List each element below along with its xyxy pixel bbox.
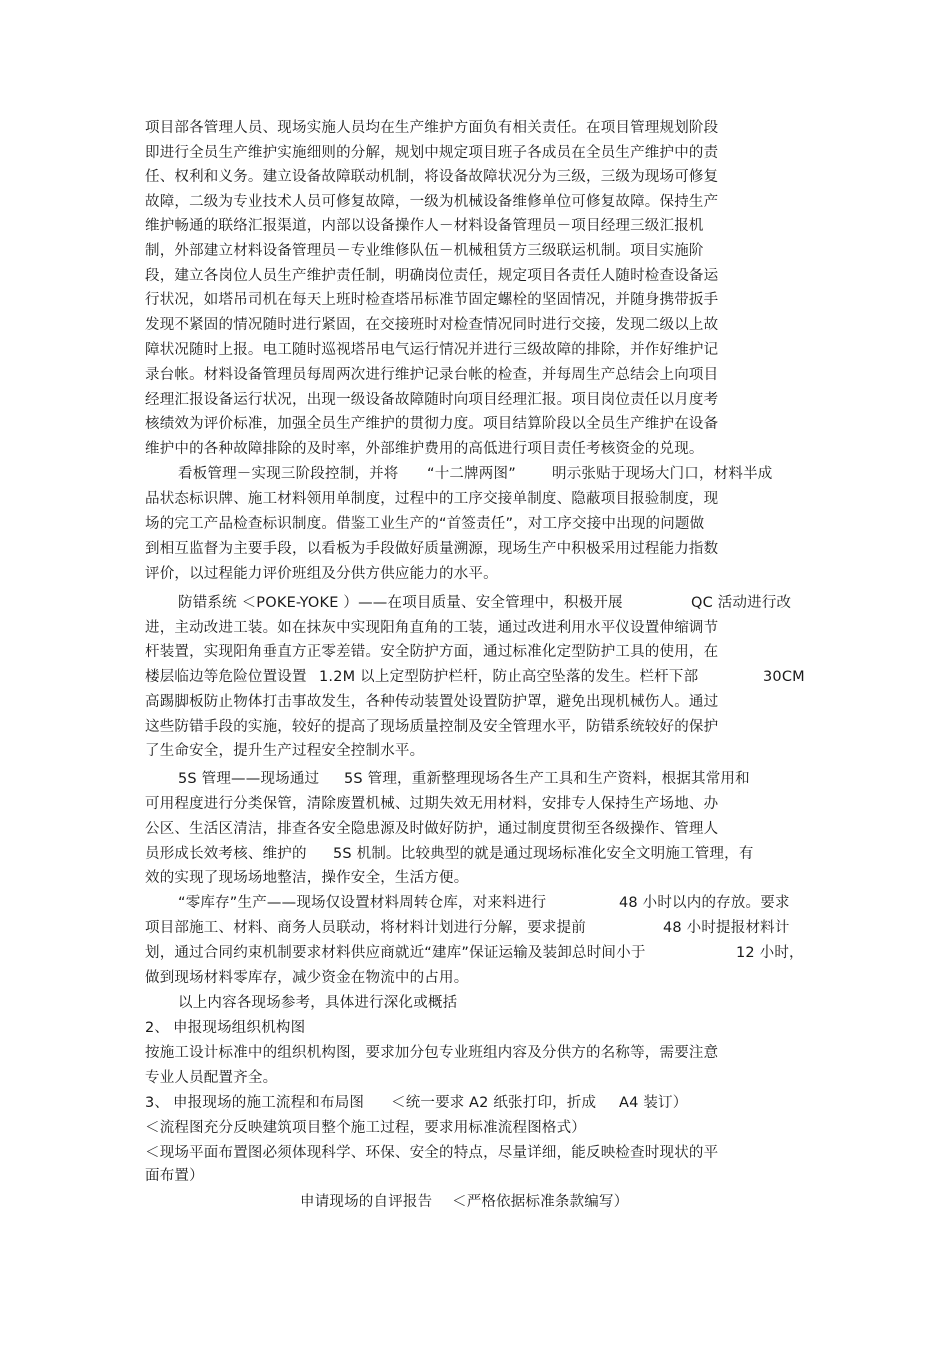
text-line: 即进行全员生产维护实施细则的分解，规划中规定项目班子各成员在全员生产维护中的责	[145, 145, 719, 161]
text-line: 按施工设计标准中的组织机构图，要求加分包专业班组内容及分供方的名称等，需要注意	[145, 1045, 719, 1061]
text-line: 这些防错手段的实施，较好的提高了现场质量控制及安全管理水平，防错系统较好的保护	[145, 719, 719, 735]
text-segment: 明示张贴于现场大门口，材料半成	[552, 466, 773, 482]
text-segment: ＜统一要求	[391, 1095, 465, 1111]
text-segment: “零库存”生产——现场仅设置材料周转仓库，对来料进行	[178, 895, 547, 911]
text-segment: 5S 管理——现场通过	[178, 771, 320, 787]
text-line: 录台帐。材料设备管理员每周两次进行维护记录台帐的检查，并每周生产总结会上向项目	[145, 367, 719, 383]
text-line: 专业人员配置齐全。	[145, 1070, 278, 1086]
text-line: 评价，以过程能力评价班组及分供方供应能力的水平。	[145, 566, 498, 582]
text-line: 项目部各管理人员、现场实施人员均在生产维护方面负有相关责任。在项目管理规划阶段	[145, 120, 719, 136]
text-line: 做到现场材料零库存，减少资金在物流中的占用。	[145, 970, 469, 986]
text-segment: 防错系统 ＜POKE-YOKE ）——在项目质量、安全管理中，积极开展	[178, 595, 623, 611]
text-line: 效的实现了现场场地整洁，操作安全，生活方便。	[145, 870, 469, 886]
text-line: 场的完工产品检查标识制度。借鉴工业生产的“首签责任”，对工序交接中出现的问题做	[145, 516, 705, 532]
text-segment: 5S 机制。比较典型的就是通过现场标准化安全文明施工管理，有	[333, 846, 754, 862]
text-line: 发现不紧固的情况随时进行紧固，在交接班时对检查情况同时进行交接，发现二级以上故	[145, 317, 719, 333]
section-title: 申报现场组织机构图	[173, 1020, 306, 1036]
text-segment: 楼层临边等危险位置设置	[145, 669, 307, 685]
text-segment: 5S 管理，重新整理现场各生产工具和生产资料，根据其常用和	[344, 771, 750, 787]
text-segment: 看板管理－实现三阶段控制，并将	[178, 466, 399, 482]
text-line: 面布置）	[145, 1168, 204, 1184]
text-line: 行状况，如塔吊司机在每天上班时检查塔吊标准节固定螺栓的坚固情况，并随身携带扳手	[145, 292, 719, 308]
text-segment: 划，通过合同约束机制要求材料供应商就近“建库”保证运输及装卸总时间小于	[145, 945, 646, 961]
text-line: 杆装置，实现阳角垂直方正零差错。安全防护方面，通过标准化定型防护工具的使用，在	[145, 644, 719, 660]
text-segment: 12 小时，	[736, 945, 804, 961]
text-line: 高踢脚板防止物体打击事故发生，各种传动装置处设置防护罩，避免出现机械伤人。通过	[145, 694, 719, 710]
text-line: 品状态标识牌、施工材料领用单制度，过程中的工序交接单制度、隐蔽项目报验制度，现	[145, 491, 719, 507]
text-segment: 员形成长效考核、维护的	[145, 846, 307, 862]
text-line: ＜现场平面布置图必须体现科学、环保、安全的特点，尽量详细，能反映检查时现状的平	[145, 1145, 719, 1161]
text-line: 到相互监督为主要手段，以看板为手段做好质量溯源，现场生产中积极采用过程能力指数	[145, 541, 719, 557]
text-segment: A4 装订）	[619, 1095, 688, 1111]
text-segment: 30CM	[763, 669, 805, 685]
text-line: 了生命安全，提升生产过程安全控制水平。	[145, 743, 425, 759]
reference-note: 以上内容各现场参考，具体进行深化或概括	[178, 995, 458, 1011]
text-segment: 48 小时以内的存放。要求	[619, 895, 790, 911]
text-line: 可用程度进行分类保管，清除废置机械、过期失效无用材料，安排专人保持生产场地、办	[145, 796, 719, 812]
text-line: 障状况随时上报。电工随时巡视塔吊电气运行情况并进行三级故障的排除，并作好维护记	[145, 342, 719, 358]
text-segment: ＜严格依据标准条款编写）	[452, 1194, 629, 1210]
text-line: 段，建立各岗位人员生产维护责任制，明确岗位责任，规定项目各责任人随时检查设备运	[145, 268, 719, 284]
section-number: 3、	[145, 1095, 170, 1111]
text-segment: 1.2M 以上定型防护栏杆，防止高空坠落的发生。栏杆下部	[319, 669, 699, 685]
text-line: 公区、生活区清洁，排查各安全隐患源及时做好防护，通过制度贯彻至各级操作、管理人	[145, 821, 719, 837]
section-number: 2、	[145, 1020, 170, 1036]
text-line: 经理汇报设备运行状况，出现一级设备故障随时向项目经理汇报。项目岗位责任以月度考	[145, 392, 719, 408]
text-line: 维护中的各种故障排除的及时率，外部维护费用的高低进行项目责任考核资金的兑现。	[145, 441, 704, 457]
text-segment: 48 小时提报材料计	[663, 920, 790, 936]
text-line: 制，外部建立材料设备管理员－专业维修队伍－机械租赁方三级联运机制。项目实施阶	[145, 243, 704, 259]
text-segment: 项目部施工、材料、商务人员联动，将材料计划进行分解，要求提前	[145, 920, 586, 936]
text-line: 故障，二级为专业技术人员可修复故障，一级为机械设备维修单位可修复故障。保持生产	[145, 194, 719, 210]
section-title: 申报现场的施工流程和布局图	[173, 1095, 365, 1111]
text-segment: A2 纸张打印，折成	[469, 1095, 597, 1111]
text-line: 核绩效为评价标准，加强全员生产维护的贯彻力度。项目结算阶段以全员生产维护在设备	[145, 416, 719, 432]
text-segment: QC 活动进行改	[691, 595, 792, 611]
text-line: 任、权利和义务。建立设备故障联动机制，将设备故障状况分为三级，三级为现场可修复	[145, 169, 719, 185]
text-line: ＜流程图充分反映建筑项目整个施工过程，要求用标准流程图格式）	[145, 1120, 586, 1136]
text-line: 维护畅通的联络汇报渠道，内部以设备操作人－材料设备管理员－项目经理三级汇报机	[145, 218, 704, 234]
text-segment: 申请现场的自评报告	[300, 1194, 433, 1210]
text-segment: “十二牌两图”	[427, 466, 516, 482]
text-line: 进，主动改进工装。如在抹灰中实现阳角直角的工装，通过改进利用水平仪设置伸缩调节	[145, 620, 719, 636]
